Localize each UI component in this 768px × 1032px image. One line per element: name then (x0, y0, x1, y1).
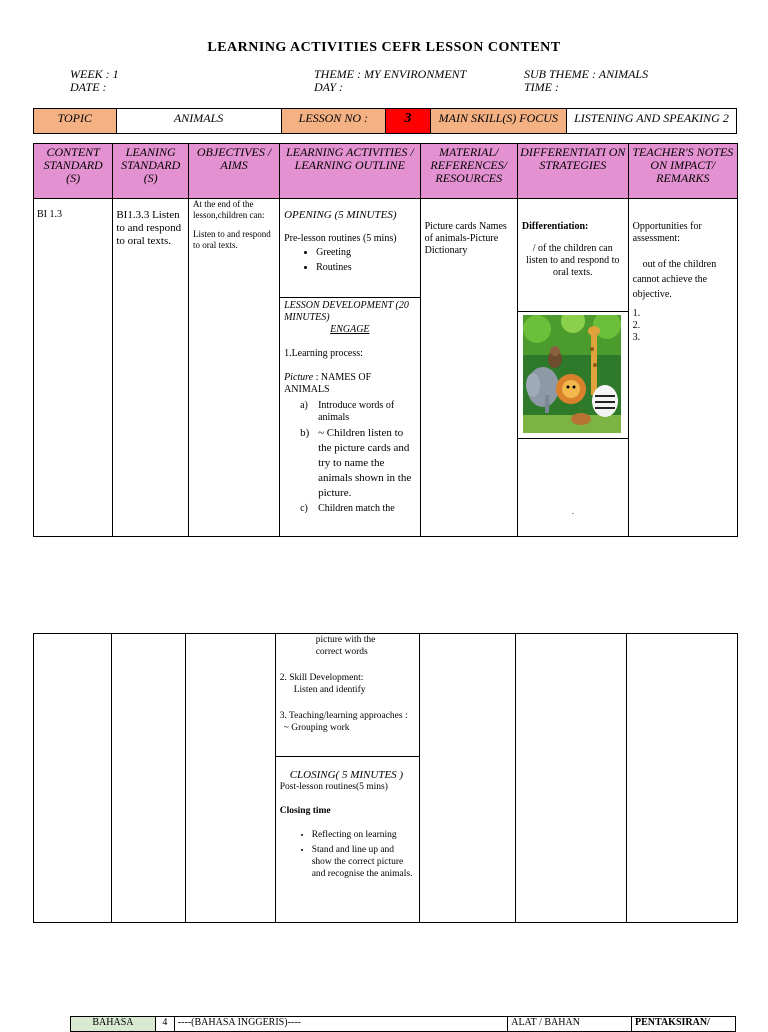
time-label: TIME : (524, 80, 559, 94)
document-title: LEARNING ACTIVITIES CEFR LESSON CONTENT (207, 40, 561, 55)
header-materials: MATERIAL/ REFERENCES/ RESOURCES (420, 144, 517, 199)
strip-materials: ALAT / BAHAN (508, 1017, 632, 1032)
differentiation-text: / of the children can listen to and respond to oral texts. (526, 243, 620, 278)
teaching-approaches-text: ~ Grouping work (283, 723, 350, 733)
strip-bahasa: BAHASA (71, 1017, 156, 1032)
meta-theme-day (314, 68, 466, 94)
skill-development-text: Listen and identify (293, 685, 366, 695)
development-section (280, 297, 420, 516)
skill-development-label: 2. Skill Development: (279, 673, 364, 683)
learning-standard-cell (113, 199, 189, 537)
learning-activities-cell (280, 199, 421, 537)
animal-picture-section (518, 311, 628, 438)
header-learning-standard: LEANING STANDARD (S) (113, 144, 189, 199)
header-content-standard: CONTENT STANDARD (S) (34, 144, 113, 199)
engage-step: b) ~ Children listen to the picture cards and try to name the animals shown in the picture. (300, 427, 412, 499)
objectives-aim: Listen to and respond to oral texts. (193, 229, 271, 250)
opening-list (284, 247, 416, 274)
sub-theme-label: SUB THEME : ANIMALS (524, 67, 649, 81)
differentiation-cell-2 (516, 634, 626, 923)
development-title: LESSON DEVELOPMENT (20 MINUTES) (284, 300, 409, 323)
closing-item: • Reflecting on learning (312, 829, 416, 841)
engage-steps (284, 400, 416, 515)
content-standard-cell-2 (34, 634, 112, 923)
engage-label: ENGAGE (330, 324, 370, 335)
header-learning-activities: LEARNING ACTIVITIES / LEARNING OUTLINE (280, 144, 421, 199)
opening-section (280, 199, 420, 297)
main-skill-label: MAIN SKILL(S) FOCUS (430, 109, 566, 134)
lesson-table-page2 (33, 633, 738, 923)
content-standard-text: BI 1.3 (37, 209, 62, 220)
post-lesson-routines: Post-lesson routines(5 mins) (279, 782, 388, 792)
learning-activities-cell-2 (275, 634, 420, 923)
notes-list: 1. 2. 3. (632, 308, 641, 343)
objectives-cell (189, 199, 280, 537)
closing-time-label: Closing time (279, 806, 331, 816)
teaching-approaches-label: 3. Teaching/learning approaches : (279, 711, 408, 721)
meta-week-date (70, 68, 119, 94)
objectives-intro: At the end of the lesson,children can: (193, 199, 265, 220)
lesson-no-label: LESSON NO : (281, 109, 385, 134)
lesson-table-page1 (33, 143, 738, 537)
meta-subtheme-time (524, 68, 648, 94)
engage-step: c) Children match the (300, 503, 395, 514)
strip-number: 4 (155, 1017, 174, 1032)
header-differentiation: DIFFERENTIATI ON STRATEGIES (517, 144, 628, 199)
picture-line (284, 372, 416, 396)
topic-table (33, 108, 737, 134)
topic-label: TOPIC (34, 109, 117, 134)
differentiation-section (518, 199, 628, 311)
opening-title: OPENING (5 MINUTES) (284, 209, 397, 221)
learning-process-label: 1.Learning process: (284, 348, 363, 359)
animals-jungle-picture (523, 315, 621, 433)
notes-objective: out of the children cannot achieve the objective. (632, 259, 717, 300)
next-page-strip (70, 1016, 736, 1032)
strip-subject: ----(BAHASA INGGERIS)---- (174, 1017, 507, 1032)
teacher-notes-cell (628, 199, 737, 537)
picture-label: Picture (284, 372, 314, 383)
topic-value: ANIMALS (116, 109, 281, 134)
closing-title: CLOSING( 5 MINUTES ) (289, 769, 404, 781)
continued-text: picture with the correct words (315, 635, 376, 657)
lesson-no-value: 3 (386, 109, 431, 134)
content-standard-cell (34, 199, 113, 537)
picture-value: : NAMES OF ANIMALS (284, 372, 372, 395)
closing-item: • Stand and line up and show the correct picture and recognise the animals. (312, 844, 416, 880)
materials-cell-2 (420, 634, 516, 923)
header-objectives: OBJECTIVES / AIMS (189, 144, 280, 199)
engage-step: a) Introduce words of animals (300, 400, 395, 423)
strip-assessment: PENTAKSIRAN/ (632, 1017, 736, 1032)
dot-mark: . (571, 507, 574, 516)
closing-list (280, 829, 416, 880)
day-label: DAY : (314, 80, 344, 94)
opening-item: • Routines (316, 262, 416, 274)
differentiation-title: Differentiation: (521, 221, 589, 232)
opening-item: • Greeting (316, 247, 416, 259)
week-label: WEEK : 1 (70, 67, 119, 81)
materials-cell (420, 199, 517, 537)
teacher-notes-cell-2 (626, 634, 737, 923)
differentiation-cell (517, 199, 628, 537)
differentiation-empty-section (518, 438, 628, 518)
learning-standard-text: BI1.3.3 Listen to and respond to oral texts. (116, 209, 182, 247)
theme-label: THEME : MY ENVIRONMENT (314, 67, 467, 81)
date-label: DATE : (70, 80, 107, 94)
pre-lesson-routines: Pre-lesson routines (5 mins) (284, 233, 397, 244)
materials-text: Picture cards Names of animals-Picture Dictionary (424, 221, 507, 256)
skill-development-section (276, 634, 420, 756)
header-teacher-notes: TEACHER'S NOTES ON IMPACT/ REMARKS (628, 144, 737, 199)
closing-section (276, 756, 420, 922)
main-skill-value: LISTENING AND SPEAKING 2 (566, 109, 736, 134)
learning-standard-cell-2 (111, 634, 185, 923)
notes-assessment: Opportunities for assessment: (632, 221, 702, 244)
objectives-cell-2 (185, 634, 275, 923)
